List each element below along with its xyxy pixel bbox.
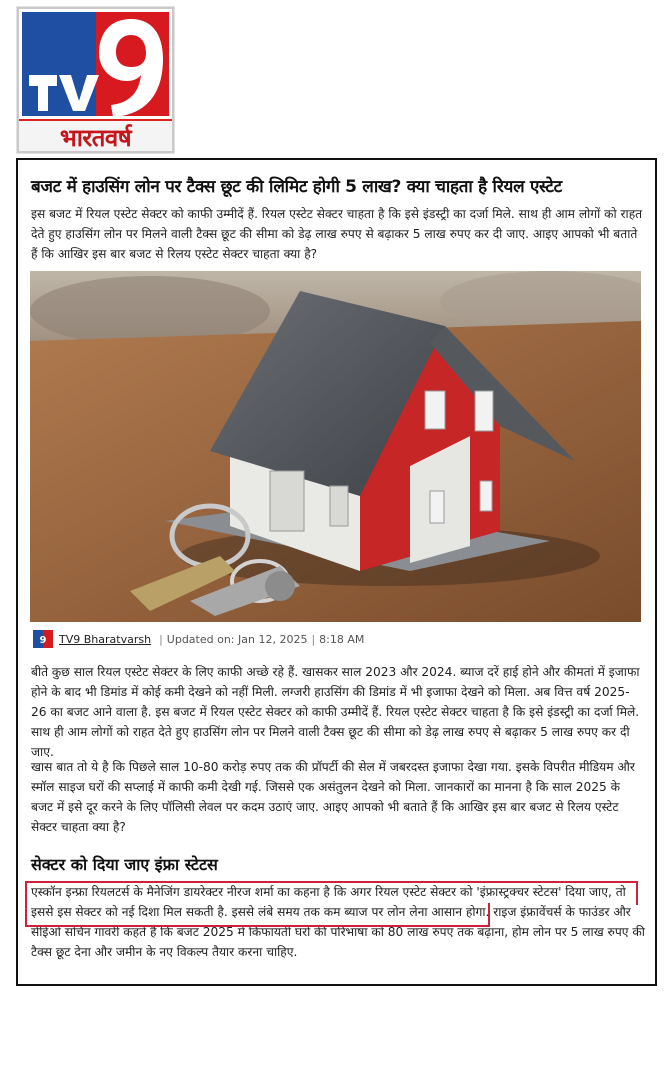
logo-subtitle: भारतवर्ष <box>59 122 132 152</box>
article-paragraph-1: बीते कुछ साल रियल एस्टेट सेक्टर के लिए काफी अच्छे रहे हैं. खासकर साल 2023 और 2024. ब्याज दरें हाई होने और कीमतां में इजाफा होने के बाद भी डिमांड में कोई कमी देखने को नहीं मिली. लग्जरी हाउसिंग की डिमांड में भी इजाफा देखने को मिला. अब वित्त वर्ष 2025-26 का बजट आने वाला है. इस बजट में रियल एस्टेट सेक्टर को काफी उम्मीदें हैं. रियल एस्टेट सेक्टर चाहता है कि इसे इंडस्ट्री का दर्जा मिले. साथ ही आम लोगों को राहत देते हुए हाउसिंग लोन पर मिलने वाली टैक्स छूट की सीमा को डेढ़ लाख रुपए से बढ़ाकर 5 लाख रुपए कर दी जाए. <box>31 665 640 759</box>
article-card <box>16 158 657 986</box>
article-byline <box>33 630 364 648</box>
tv9-bharatvarsh-logo <box>17 7 174 153</box>
article-intro: इस बजट में रियल एस्टेट सेक्टर को काफी उम्मीदें हैं. रियल एस्टेट सेक्टर चाहता है कि इसे इंडस्ट्री का दर्जा मिले. साथ ही आम लोगों को राहत देते हुए हाउसिंग लोन पर मिलने वाली टैक्स छूट की सीमा को डेढ़ लाख रुपए से बढ़ाकर 5 लाख रुपए कर दी जाए. आइए आपको भी बताते हैं कि आखिर इस बार बजट से रिलय एस्टेट सेक्टर चाहता क्या है? <box>31 207 643 261</box>
article-paragraph-3 <box>31 882 645 962</box>
article-headline: बजट में हाउसिंग लोन पर टैक्स छूट की लिमिट होगी 5 लाख? क्या चाहता है रियल एस्टेट <box>31 177 562 197</box>
highlighted-quote: एस्कॉन इन्फ्रा रियलटर्स के मैनेजिंग डायरेक्टर नीरज शर्मा का कहना है कि अगर रियल एस्टेट सेक्टर को 'इंफ्रास्ट्रक्चर स्टेटस' दिया जाए, तो इससे इस सेक्टर को नई दिशा मिल सकती है. इससे लंबे समय तक कम ब्याज पर लोन लेना आसान होगा. <box>31 885 626 919</box>
paragraph-3-continuation: राइज इंफ्रावेंचर्स के फाउंडर और सीईओ सचिन गावरी कहते हैं कि बजट 2025 में किफायती घरों की परिभाषा को 80 लाख रुपए तक बढ़ाना, होम लोन पर 5 लाख रुपए की टैक्स छूट देना और जमीन के नए विकल्प तैयार करना चाहिए. <box>31 905 645 959</box>
svg-text:9: 9 <box>39 635 47 646</box>
tv9-logo-mark <box>19 9 172 121</box>
article-subheading: सेक्टर को दिया जाए इंफ्रा स्टेटस <box>31 855 218 874</box>
tv9-mini-logo-icon <box>33 630 53 648</box>
author-link[interactable]: TV9 Bharatvarsh <box>59 632 152 646</box>
article-paragraph-2: खास बात तो ये है कि पिछले साल 10-80 करोड़ रुपए तक की प्रॉपर्टी की सेल में जबरदस्त इजाफा देखा गया. इसके विपरीत मीडियम और स्मॉल साइज घरों की सप्लाई में काफी कमी देखी गई. जिससे एक असंतुलन देखने को मिला. जानकारों का मानना है कि साल 2025 के बजट में इसे दूर करने के लिए पॉलिसी लेवल पर कदम उठाएं जाए. आइए आपको भी बताते हैं कि आखिर इस बार बजट से रिलय एस्टेट सेक्टर चाहता क्या है? <box>31 760 635 834</box>
updated-date: Updated on: Jan 12, 2025 <box>166 632 308 646</box>
byline-separator: | <box>311 632 316 646</box>
byline-separator: | <box>159 632 163 646</box>
article-photo <box>30 271 641 622</box>
logo-subtitle-bar <box>19 119 172 153</box>
house-with-keys-photo <box>30 271 641 622</box>
updated-time: 8:18 AM <box>319 632 365 646</box>
